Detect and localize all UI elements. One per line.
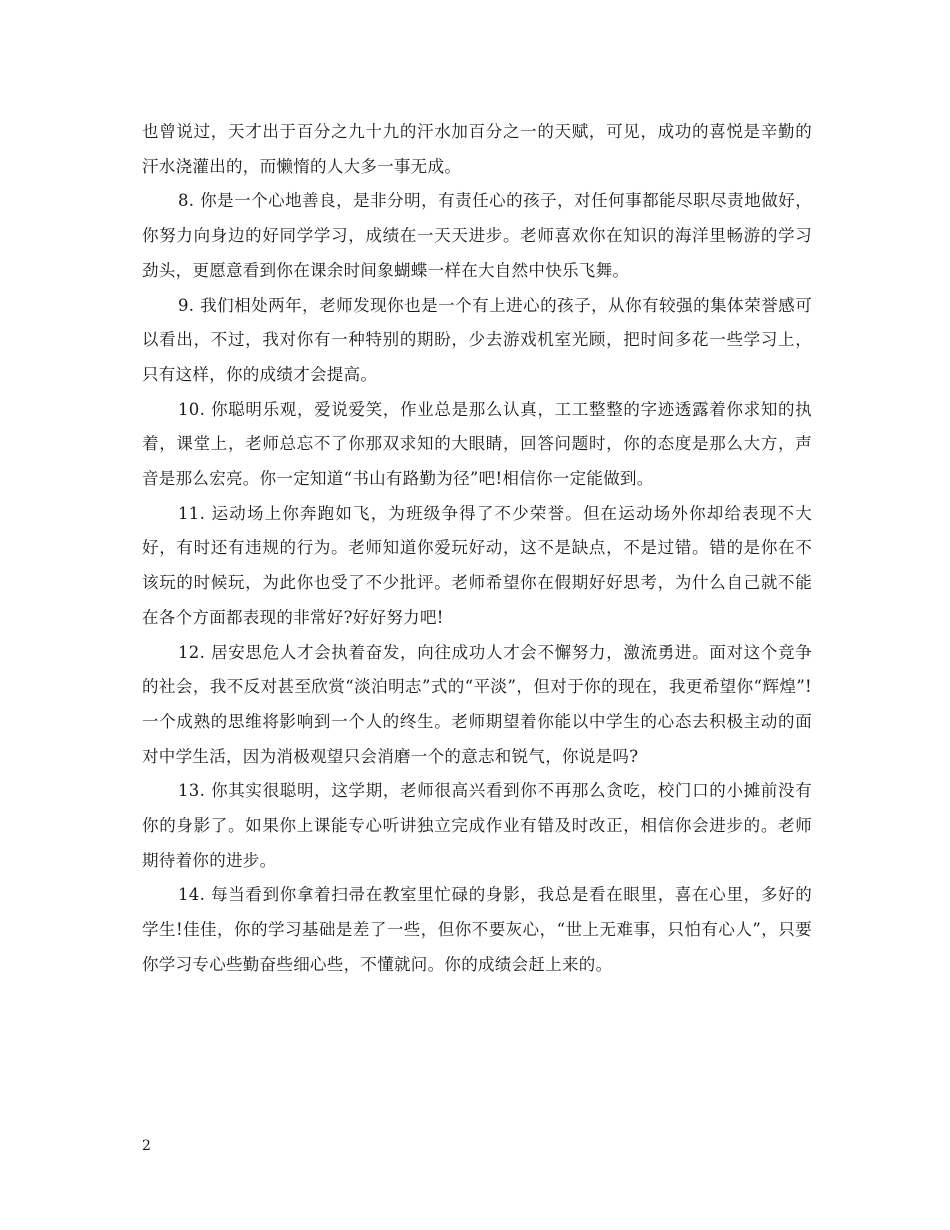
paragraph-item-9: 9. 我们相处两年，老师发现你也是一个有上进心的孩子，从你有较强的集体荣誉感可以看出，不过，我对你有一种特别的期盼，少去游戏机室光顾，把时间多花一些学习上，只有这样，你的成绩才会提高。 — [142, 295, 812, 384]
paragraph-item-12: 12. 居安思危人才会执着奋发，向往成功人才会不懈努力，激流勇进。面对这个竞争的社会，我不反对甚至欣赏“淡泊明志”式的“平淡”，但对于你的现在，我更希望你“辉煌”!一个成熟的思维将影响到一个人的终生。老师期望着你能以中学生的心态去积极主动的面对中学生活，因为消极观望只会消磨一个的意志和锐气，你说是吗? — [142, 642, 812, 766]
document-body — [142, 115, 812, 983]
page-number: 2 — [142, 1138, 151, 1154]
paragraph-item-10: 10. 你聪明乐观，爱说爱笑，作业总是那么认真，工工整整的字迹透露着你求知的执着，课堂上，老师总忘不了你那双求知的大眼睛，回答问题时，你的态度是那么大方，声音是那么宏亮。你一定知道“书山有路勤为径”吧!相信你一定能做到。 — [142, 399, 812, 489]
paragraph-continued: 也曾说过，天才出于百分之九十九的汗水加百分之一的天赋，可见，成功的喜悦是辛勤的汗水浇灌出的，而懒惰的人大多一事无成。 — [142, 122, 812, 176]
paragraph-item-8: 8. 你是一个心地善良，是非分明，有责任心的孩子，对任何事都能尽职尽责地做好，你努力向身边的好同学学习，成绩在一天天进步。老师喜欢你在知识的海洋里畅游的学习劲头，更愿意看到你在课余时间象蝴蝶一样在大自然中快乐飞舞。 — [142, 191, 812, 280]
paragraph-item-13: 13. 你其实很聪明，这学期，老师很高兴看到你不再那么贪吃，校门口的小摊前没有你的身影了。如果你上课能专心听讲独立完成作业有错及时改正，相信你会进步的。老师期待着你的进步。 — [142, 781, 812, 870]
paragraph-item-11: 11. 运动场上你奔跑如飞，为班级争得了不少荣誉。但在运动场外你却给表现不大好，有时还有违规的行为。老师知道你爱玩好动，这不是缺点，不是过错。错的是你在不该玩的时候玩，为此你也受了不少批评。老师希望你在假期好好思考，为什么自己就不能在各个方面都表现的非常好?好好努力吧! — [142, 503, 812, 627]
paragraph-item-14: 14. 每当看到你拿着扫帚在教室里忙碌的身影，我总是看在眼里，喜在心里，多好的学生!佳佳，你的学习基础是差了一些，但你不要灰心，“世上无难事，只怕有心人”，只要你学习专心些勤奋些细心些，不懂就问。你的成绩会赶上来的。 — [142, 885, 812, 974]
